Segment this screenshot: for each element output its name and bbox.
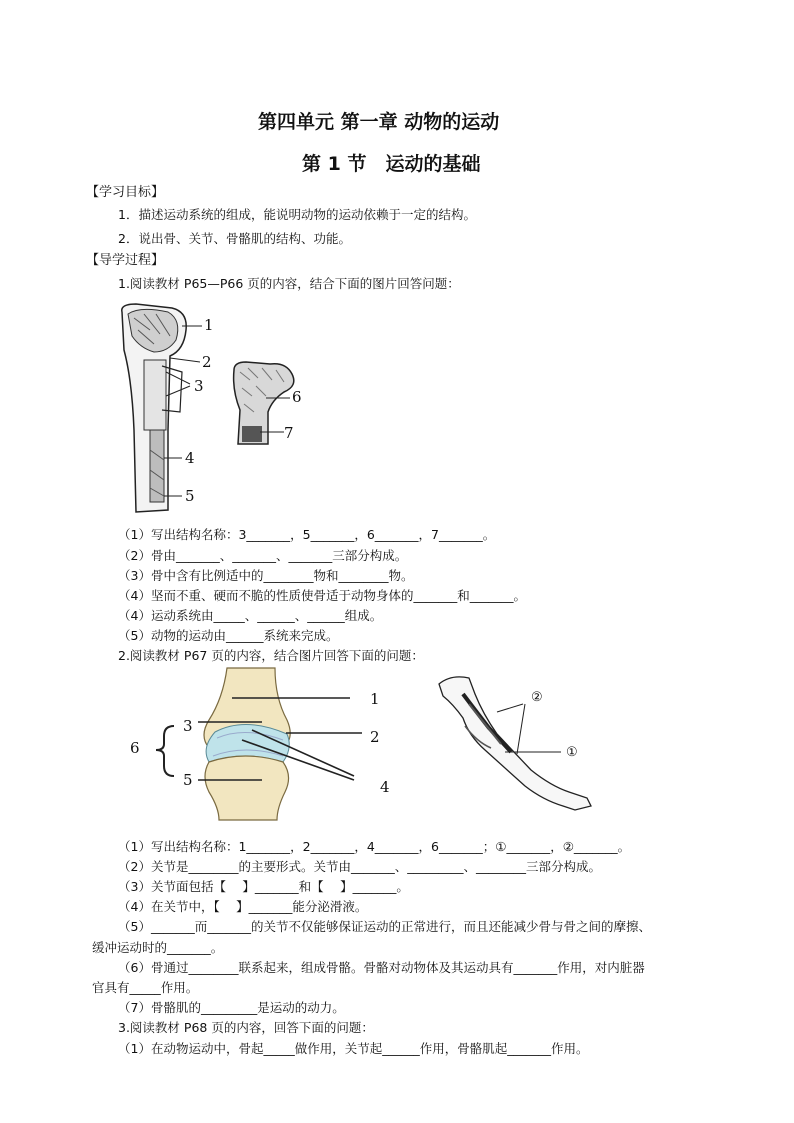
part1-intro: 1.阅读教材 P65—P66 页的内容，结合下面的图片回答问题：: [118, 276, 460, 291]
objective-item: 1．描述运动系统的组成，能说明动物的运动依赖于一定的结构。: [118, 207, 476, 222]
question: 官具有_____作用。: [92, 980, 199, 995]
question: （2）骨由_______、_______、_______三部分构成。: [118, 548, 408, 563]
joint-label-3: 3: [183, 717, 193, 735]
bone-label-2: 2: [202, 353, 212, 371]
part3-intro: 3.阅读教材 P68 页的内容，回答下面的问题：: [118, 1020, 374, 1035]
question: （5）动物的运动由______系统来完成。: [118, 628, 339, 643]
process-heading: 【导学过程】: [86, 253, 165, 268]
joint-label-4: 4: [380, 778, 390, 796]
joint-label-1: 1: [370, 690, 380, 708]
question: （2）关节是________的主要形式。关节由_______、_________、________三部分构成。: [118, 859, 601, 874]
part2-intro: 2.阅读教材 P67 页的内容，结合图片回答下面的问题：: [118, 648, 424, 663]
objective-item: 2．说出骨、关节、骨骼肌的结构、功能。: [118, 231, 351, 246]
question: （7）骨骼肌的_________是运动的动力。: [118, 1000, 345, 1015]
bone-label-1: 1: [204, 316, 214, 334]
question: （1）写出结构名称：3_______，5_______，6_______，7_______。: [118, 527, 496, 542]
question: 缓冲运动时的_______。: [92, 940, 224, 955]
joint-label-6: 6: [130, 739, 140, 757]
question: （1）写出结构名称：1_______，2_______，4_______，6_______；①_______，②_______。: [118, 839, 631, 854]
arm-label-1: ①: [566, 745, 578, 760]
bone-label-5: 5: [185, 487, 195, 505]
question: （3）关节面包括【 】_______和【 】_______。: [118, 879, 409, 894]
joint-label-5: 5: [183, 771, 193, 789]
bone-label-4: 4: [185, 449, 195, 467]
joint-label-2: 2: [370, 728, 380, 746]
question: （1）在动物运动中，骨起_____做作用，关节起______作用，骨骼肌起_______作用。: [118, 1041, 589, 1056]
question: （4）坚而不重、硬而不脆的性质使骨适于动物身体的_______和_______。: [118, 588, 526, 603]
arm-label-2: ②: [531, 690, 543, 705]
question: （6）骨通过________联系起来，组成骨骼。骨骼对动物体及其运动具有_______作用，对内脏器: [118, 960, 645, 975]
objectives-heading: 【学习目标】: [86, 185, 165, 200]
question: （5）_______而_______的关节不仅能够保证运动的正常进行，而且还能减少骨与骨之间的摩擦、: [118, 919, 651, 934]
bone-section-figure: [228, 360, 318, 450]
question: （3）骨中含有比例适中的________物和________物。: [118, 568, 414, 583]
question: （4）运动系统由_____、______、______组成。: [118, 608, 383, 623]
question: （4）在关节中，【 】_______能分泌滑液。: [118, 899, 368, 914]
bone-label-6: 6: [292, 388, 302, 406]
unit-title: 第四单元 第一章 动物的运动: [258, 111, 500, 133]
section-title: 第 1 节 运动的基础: [302, 153, 481, 175]
bone-label-7: 7: [284, 424, 294, 442]
arm-figure: [435, 674, 605, 820]
bone-label-3: 3: [194, 377, 204, 395]
